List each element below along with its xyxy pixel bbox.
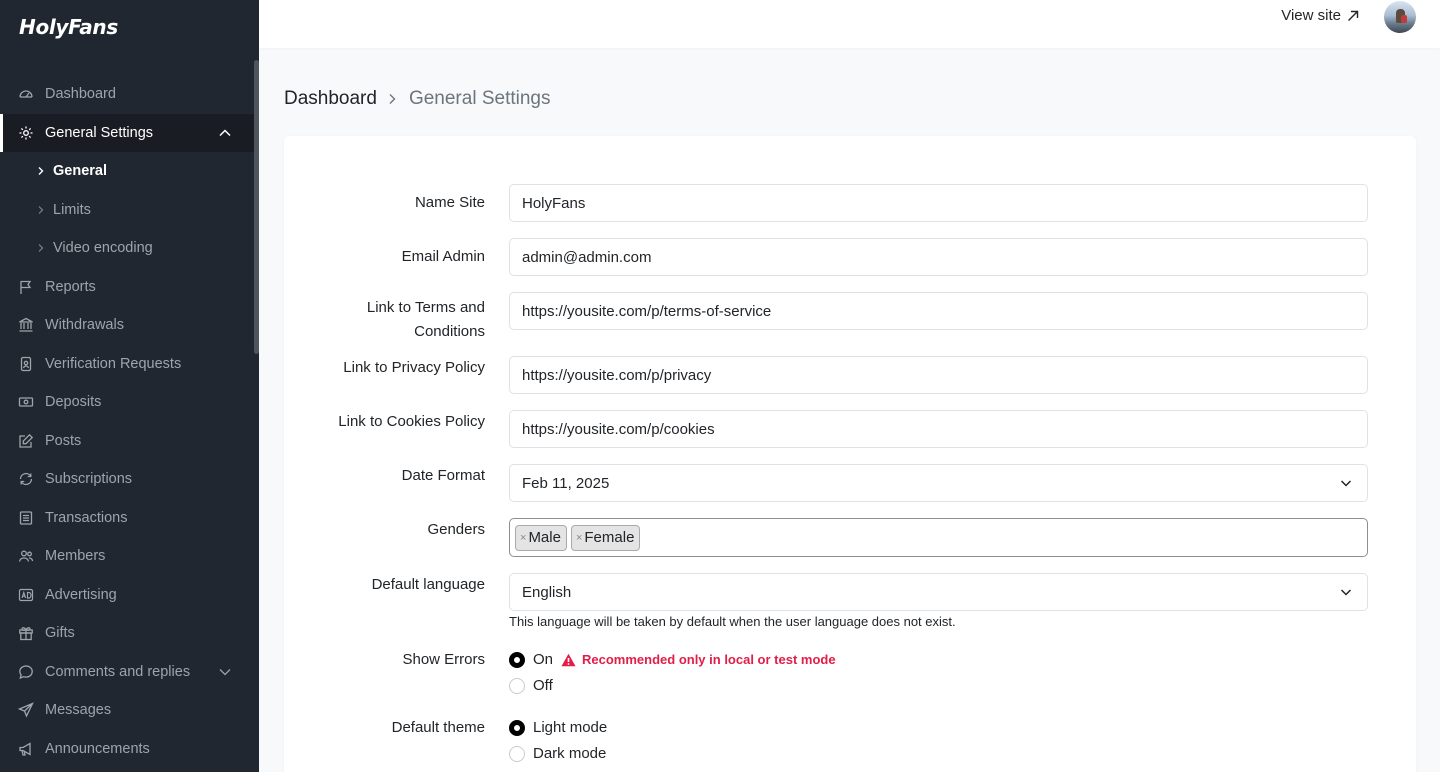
privacy-link-input[interactable]: https://yousite.com/p/privacy — [509, 356, 1368, 394]
cookies-link-label: Link to Cookies Policy — [338, 413, 485, 430]
default-language-label: Default language — [371, 576, 485, 593]
sidebar — [0, 0, 259, 772]
dark-mode-radio[interactable] — [509, 746, 525, 762]
flag-icon — [18, 279, 34, 295]
receipt-icon — [18, 510, 34, 526]
light-mode-label: Light mode — [533, 719, 608, 736]
cookies-link-input[interactable]: https://yousite.com/p/cookies — [509, 410, 1368, 448]
remove-tag-icon[interactable]: × — [575, 531, 583, 544]
show-errors-on-option[interactable] — [509, 651, 836, 668]
sidebar-item-withdrawals[interactable] — [0, 306, 254, 345]
date-format-label: Date Format — [401, 467, 485, 484]
show-errors-off-label: Off — [533, 677, 553, 694]
email-admin-input[interactable]: admin@admin.com — [509, 238, 1368, 276]
sidebar-item-verification-requests[interactable] — [0, 345, 254, 384]
genders-tag-input[interactable] — [509, 518, 1368, 557]
sidebar-item-label: Comments and replies — [45, 663, 191, 680]
sidebar-subitem-limits[interactable] — [0, 191, 254, 230]
bank-icon — [18, 317, 34, 333]
sidebar-subitem-label: General — [53, 163, 107, 180]
sidebar-item-label: Deposits — [45, 394, 102, 411]
chevron-right-icon — [36, 166, 46, 176]
view-site-link[interactable] — [1281, 7, 1360, 24]
view-site-label: View site — [1281, 7, 1341, 24]
show-errors-off-radio[interactable] — [509, 678, 525, 694]
gear-icon — [18, 125, 34, 141]
send-icon — [18, 702, 34, 718]
sidebar-subitem-label: Video encoding — [53, 240, 153, 257]
sidebar-item-label: Messages — [45, 702, 112, 719]
sidebar-item-label: Gifts — [45, 625, 75, 642]
chevron-right-icon — [36, 205, 46, 215]
sidebar-item-label: Transactions — [45, 509, 128, 526]
sidebar-item-messages[interactable] — [0, 691, 254, 730]
show-errors-on-label: On — [533, 651, 554, 668]
default-language-select[interactable] — [509, 573, 1368, 611]
gender-tag-male — [515, 525, 567, 551]
light-mode-radio[interactable] — [509, 720, 525, 736]
sidebar-item-label: General Settings — [45, 124, 154, 141]
sidebar-item-label: Verification Requests — [45, 355, 182, 372]
sidebar-item-label: Announcements — [45, 740, 150, 757]
dashboard-gauge-icon — [18, 86, 34, 102]
sidebar-item-dashboard[interactable] — [0, 75, 254, 114]
sidebar-item-label: Posts — [45, 432, 82, 449]
date-format-value: Feb 11, 2025 — [522, 474, 610, 492]
sidebar-item-label: Dashboard — [45, 86, 116, 103]
light-mode-option[interactable] — [509, 719, 607, 736]
sidebar-item-members[interactable] — [0, 537, 254, 576]
id-badge-icon — [18, 356, 34, 372]
sidebar-item-label: Advertising — [45, 586, 117, 603]
refresh-icon — [18, 471, 34, 487]
avatar[interactable] — [1384, 1, 1416, 33]
terms-link-input[interactable]: https://yousite.com/p/terms-of-service — [509, 292, 1368, 330]
name-site-input[interactable]: HolyFans — [509, 184, 1368, 222]
date-format-select[interactable] — [509, 464, 1368, 502]
sidebar-subitem-video-encoding[interactable] — [0, 229, 254, 268]
show-errors-label: Show Errors — [402, 651, 485, 668]
chevron-down-icon[interactable] — [218, 665, 232, 679]
sidebar-item-label: Subscriptions — [45, 471, 133, 488]
ad-icon — [18, 587, 34, 603]
breadcrumb-dashboard-link[interactable]: Dashboard — [284, 88, 377, 109]
sidebar-subitem-label: Limits — [53, 201, 91, 218]
chevron-down-icon — [1339, 476, 1353, 490]
email-admin-label: Email Admin — [401, 248, 485, 265]
chevron-down-icon — [1339, 585, 1353, 599]
sidebar-item-label: Withdrawals — [45, 317, 124, 334]
sidebar-scrollbar[interactable] — [254, 60, 259, 354]
name-site-label: Name Site — [414, 194, 485, 211]
people-icon — [18, 548, 34, 564]
tag-label: Male — [528, 529, 561, 546]
sidebar-item-general-settings[interactable] — [0, 114, 254, 153]
chevron-up-icon[interactable] — [218, 126, 232, 140]
genders-label: Genders — [427, 521, 485, 538]
terms-link-label — [305, 296, 485, 344]
breadcrumb — [284, 88, 550, 110]
sidebar-subitem-general[interactable] — [0, 152, 254, 191]
chevron-right-icon — [36, 243, 46, 253]
dark-mode-option[interactable] — [509, 745, 606, 762]
sidebar-item-subscriptions[interactable] — [0, 460, 254, 499]
show-errors-warning-text: Recommended only in local or test mode — [582, 652, 836, 667]
top-bar — [259, 0, 1440, 48]
avatar-figure-detail — [1401, 15, 1407, 23]
sidebar-item-gifts[interactable] — [0, 614, 254, 653]
external-arrow-icon — [1346, 9, 1360, 23]
edit-icon — [18, 433, 34, 449]
gender-tag-female — [571, 525, 640, 551]
default-language-help: This language will be taken by default when the user language does not exist. — [509, 614, 956, 629]
sidebar-item-comments-and-replies[interactable] — [0, 653, 254, 692]
sidebar-item-advertising[interactable] — [0, 576, 254, 615]
cash-icon — [18, 394, 34, 410]
terms-link-label-line2: Conditions — [414, 323, 485, 340]
settings-form-card — [284, 136, 1416, 772]
sidebar-item-announcements[interactable] — [0, 730, 254, 769]
dark-mode-label: Dark mode — [533, 745, 607, 762]
default-language-value: English — [522, 583, 572, 601]
terms-link-label-line1: Link to Terms and — [366, 299, 485, 316]
brand-logo[interactable]: HolyFans — [19, 15, 118, 39]
sidebar-item-deposits[interactable] — [0, 383, 254, 422]
chat-icon — [18, 664, 34, 680]
megaphone-icon — [18, 741, 34, 757]
sidebar-item-posts[interactable] — [0, 422, 254, 461]
sidebar-item-label: Members — [45, 548, 106, 565]
sidebar-item-transactions[interactable] — [0, 499, 254, 538]
sidebar-item-reports[interactable] — [0, 268, 254, 307]
show-errors-warning — [561, 652, 836, 667]
sidebar-item-label: Reports — [45, 278, 96, 295]
remove-tag-icon[interactable]: × — [520, 531, 527, 544]
default-theme-label: Default theme — [391, 719, 485, 736]
show-errors-off-option[interactable] — [509, 677, 553, 694]
breadcrumb-current: General Settings — [408, 88, 551, 109]
privacy-link-label: Link to Privacy Policy — [343, 359, 485, 376]
gift-icon — [18, 625, 34, 641]
tag-label: Female — [584, 529, 635, 546]
chevron-right-icon — [385, 92, 399, 106]
warning-triangle-icon — [561, 653, 576, 667]
sidebar-nav — [0, 75, 254, 768]
show-errors-on-radio[interactable] — [509, 652, 525, 668]
